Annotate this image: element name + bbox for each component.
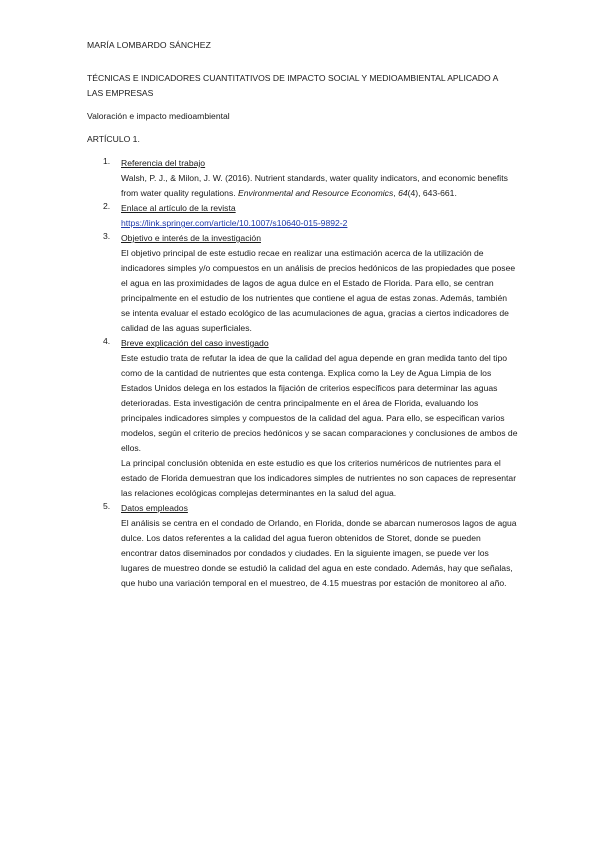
section-heading: Enlace al artículo de la revista [121, 203, 236, 213]
section-number: 5. [103, 501, 111, 511]
section-heading: Datos empleados [121, 503, 188, 513]
section-heading: Breve explicación del caso investigado [121, 338, 269, 348]
document-title: TÉCNICAS E INDICADORES CUANTITATIVOS DE IMPACTO SOCIAL Y MEDIOAMBIENTAL APLICADO A LAS EMPRESAS [87, 73, 498, 98]
article-link[interactable]: https://link.springer.com/article/10.1007/s10640-015-9892-2 [121, 218, 348, 228]
citation-separator: , [393, 188, 399, 198]
journal-name: Environmental and Resource Economics [238, 188, 394, 198]
section-heading: Referencia del trabajo [121, 158, 206, 168]
journal-volume: 64 [398, 188, 408, 198]
section-data [103, 501, 518, 591]
section-body [121, 351, 518, 501]
paragraph: El objetivo principal de este estudio recae en realizar una estimación acerca de la utilización de indicadores simples y/o compuestos en un análisis de precios hedónicos de las propiedades que posee el agua en las proximidades de lagos de agua dulce en el Estado de Florida. Para ello, se centran principalmente en el estudio de los nutrientes que contiene el agua de estas zonas. Además, también se intenta evaluar el estado ecológico de las acumulaciones de agua, gracias a ciertos indicadores de calidad de las aguas superficiales. [121, 248, 516, 333]
paragraph: La principal conclusión obtenida en este estudio es que los criterios numéricos de nutrientes para el estado de Florida demuestran que los indicadores simples de nutrientes no son capaces de representar las relaciones ecológicas complejas determinantes en la salud del agua. [121, 458, 517, 498]
author-name: MARÍA LOMBARDO SÁNCHEZ [87, 40, 211, 50]
citation-pages: (4), 643-661. [407, 188, 457, 198]
section-number: 4. [103, 336, 111, 346]
citation-authors: Walsh, P. J., & Milon, J. W. (2016). Nutrient standards, water quality indicators, and economic benefits from water quality regulations. [121, 173, 508, 198]
section-heading: Objetivo e interés de la investigación [121, 233, 261, 243]
citation [121, 171, 518, 201]
section-reference [103, 156, 518, 201]
section-link [103, 201, 518, 231]
paragraph: Este estudio trata de refutar la idea de que la calidad del agua depende en gran medida tanto del tipo como de la cantidad de nutrientes que esta contenga. Explica como la Ley de Agua Limpia de los Estados Unidos delega en los estados la fijación de criterios específicos para determinar las aguas deterioradas. Esta investigación de centra principalmente en el área de Florida, evaluando los principales indicadores simples y compuestos de la calidad del agua. Para ello, se especifican varios modelos, según el criterio de precios hedónicos y se sacan comparaciones y conclusiones de ambos de ellos. [121, 353, 518, 453]
subject-line: Valoración e impacto medioambiental [87, 111, 230, 121]
section-body [121, 516, 518, 591]
article-label: ARTÍCULO 1. [87, 134, 140, 144]
section-list [103, 156, 518, 591]
section-number: 2. [103, 201, 111, 211]
section-body [121, 246, 518, 336]
paragraph: El análisis se centra en el condado de Orlando, en Florida, donde se abarcan numerosos lagos de agua dulce. Los datos referentes a la calidad del agua fueron obtenidos de Storet, donde se pueden encontrar datos diseminados por condados y ciudades. En la siguiente imagen, se puede ver los lugares de muestreo donde se estudió la calidad del agua en este condado. Además, hay que señalas, que hubo una variación temporal en el muestreo, de 4.15 muestras por estación de monitoreo al año. [121, 518, 517, 588]
section-number: 3. [103, 231, 111, 241]
section-case [103, 336, 518, 501]
section-objective [103, 231, 518, 336]
section-number: 1. [103, 156, 111, 166]
